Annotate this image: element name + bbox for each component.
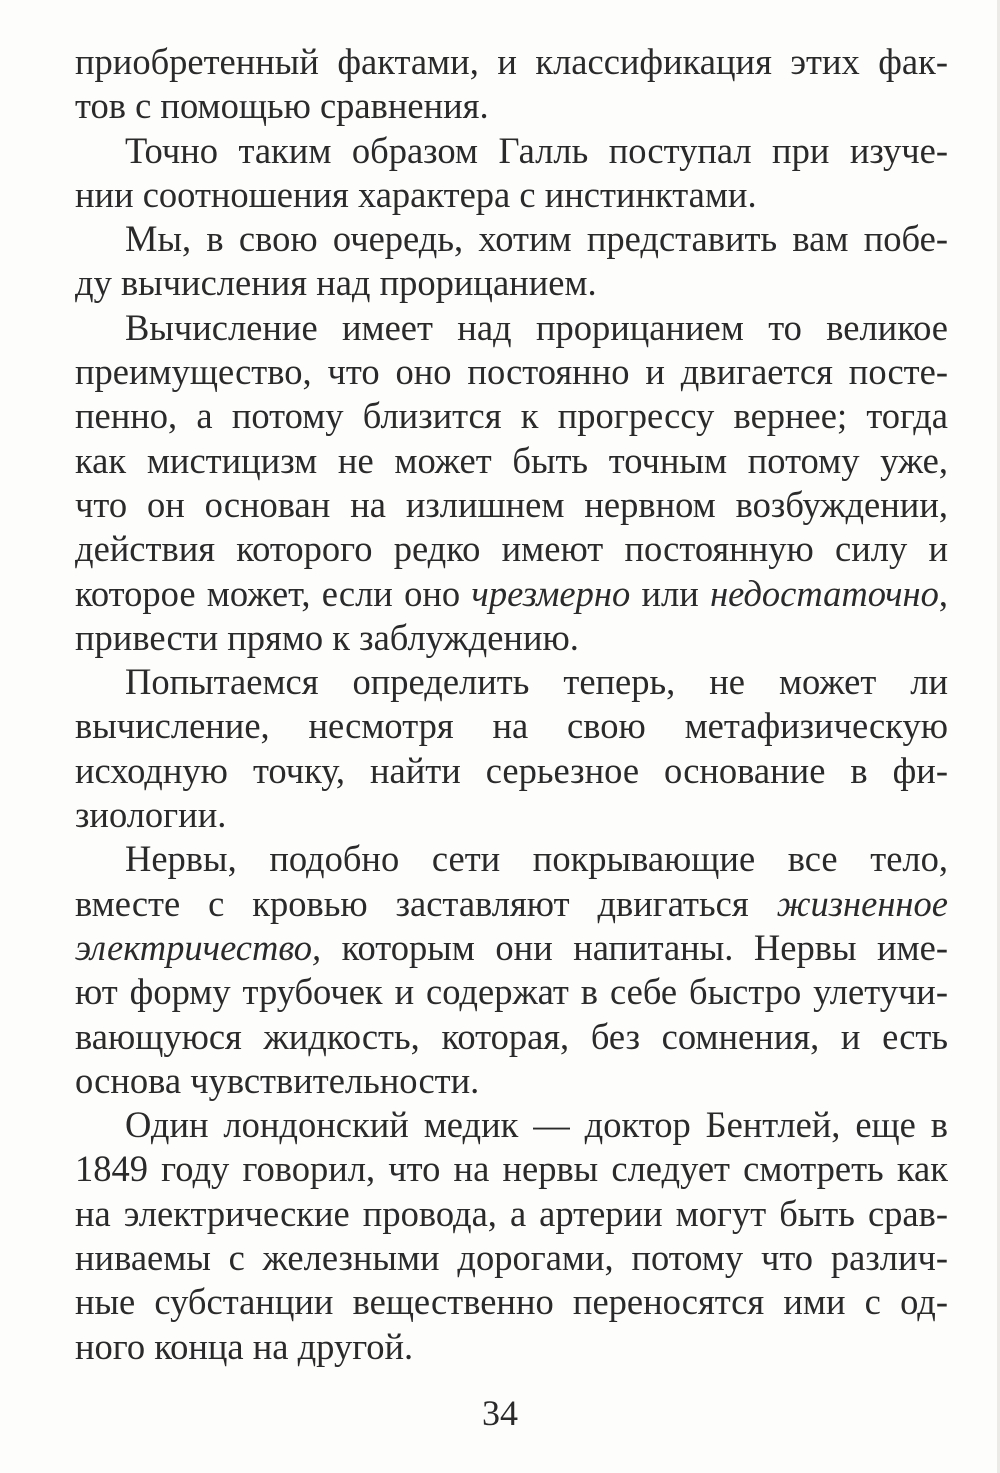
text-line: зиологии. xyxy=(75,794,227,836)
italic-emphasis: электричество, xyxy=(75,926,322,968)
text-segment: вместе с кровью заставляют двигаться xyxy=(75,882,777,924)
text-line: преимущество, что оно постоянно и двигается посте- xyxy=(75,351,948,393)
text-line xyxy=(75,572,948,616)
italic-emphasis: жизненное xyxy=(776,882,948,924)
text-line: основа чувствительности. xyxy=(75,1059,480,1101)
text-line: что он основан на излишнем нервном возбуждении, xyxy=(75,483,948,525)
paragraph xyxy=(75,217,948,306)
italic-emphasis: чрезмерно xyxy=(471,572,631,614)
text-line: Мы, в свою очередь, хотим представить вам побе- xyxy=(125,218,948,260)
text-line: пенно, а потому близится к прогрессу вернее; тогда xyxy=(75,395,948,437)
text-line: вычисление, несмотря на свою метафизическую xyxy=(75,705,948,747)
text-line: на электрические провода, а артерии могут быть срав- xyxy=(75,1192,948,1234)
paragraph xyxy=(75,837,948,1103)
paragraph xyxy=(75,306,948,660)
text-line: ниваемы с железными дорогами, потому что различ- xyxy=(75,1237,948,1279)
text-segment: которое может, если оно xyxy=(75,572,472,614)
text-line xyxy=(75,926,948,970)
text-line: ду вычисления над прорицанием. xyxy=(75,262,597,304)
text-line: 1849 году говорил, что на нервы следует смотреть как xyxy=(75,1148,948,1190)
body-text xyxy=(75,40,948,1369)
text-line: исходную точку, найти серьезное основание в фи- xyxy=(75,749,948,791)
text-line: нии соотношения характера с инстинктами. xyxy=(75,173,757,215)
page-number: 34 xyxy=(482,1393,518,1433)
italic-emphasis: недостаточно xyxy=(710,572,939,614)
text-line: ного конца на другой. xyxy=(75,1325,414,1367)
text-segment: , xyxy=(938,572,948,614)
text-line: Точно таким образом Галль поступал при изуче- xyxy=(125,129,948,171)
text-line: тов с помощью сравнения. xyxy=(75,85,489,127)
text-segment: которым они напитаны. Нервы име- xyxy=(321,926,948,968)
paragraph xyxy=(75,129,948,218)
text-line: действия которого редко имеют постоянную силу и xyxy=(75,528,948,570)
text-line: Нервы, подобно сети покрывающие все тело, xyxy=(125,838,948,880)
text-line: Один лондонский медик — доктор Бентлей, еще в xyxy=(125,1104,948,1146)
text-line: ные субстанции вещественно переносятся ими с од- xyxy=(75,1281,948,1323)
text-line: Попытаемся определить теперь, не может ли xyxy=(125,661,948,703)
text-line: как мистицизм не может быть точным потому уже, xyxy=(75,439,948,481)
text-line: приобретенный фактами, и классификация этих фак- xyxy=(75,41,948,82)
paragraph xyxy=(75,660,948,837)
text-line: привести прямо к заблуждению. xyxy=(75,616,579,658)
text-line xyxy=(75,882,948,926)
text-segment: или xyxy=(630,572,711,614)
paragraph xyxy=(75,40,948,129)
text-line: Вычисление имеет над прорицанием то великое xyxy=(125,306,948,348)
text-line: вающуюся жидкость, которая, без сомнения, и есть xyxy=(75,1015,948,1057)
text-line: ют форму трубочек и содержат в себе быстро улетучи- xyxy=(75,971,948,1013)
paragraph xyxy=(75,1103,948,1369)
